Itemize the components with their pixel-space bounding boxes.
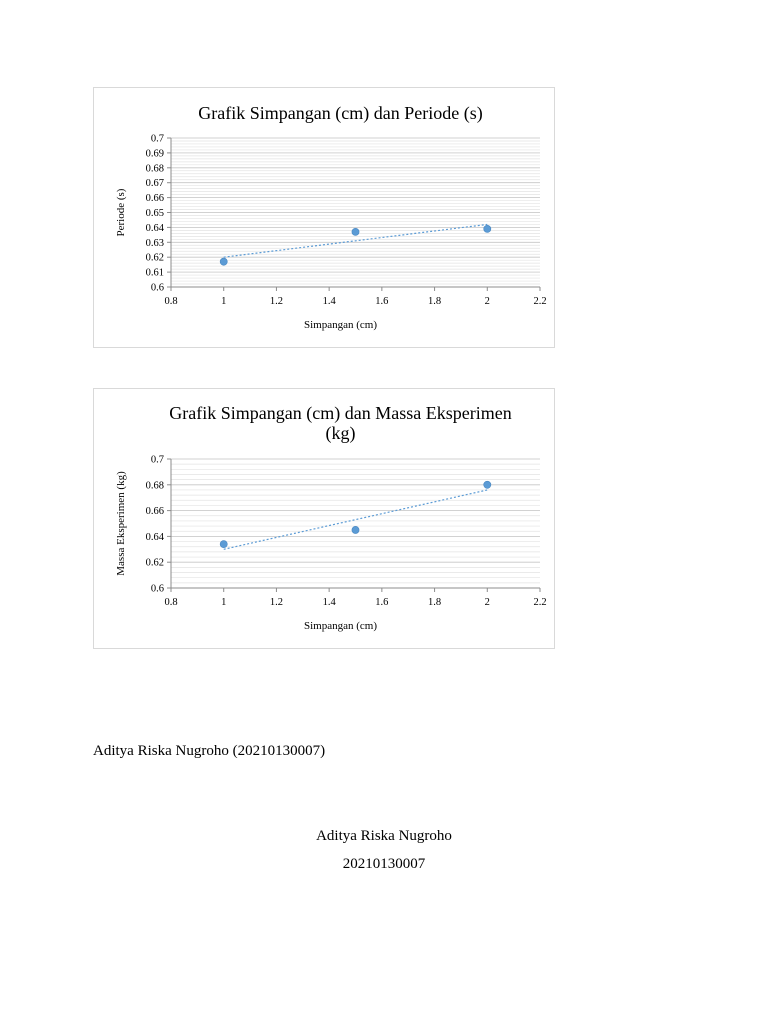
- chart-periode-svg: [94, 88, 556, 349]
- signature-id: 20210130007: [342, 856, 426, 872]
- chart-massa-svg: [94, 389, 556, 650]
- y-tick-label: 0.61: [145, 267, 164, 279]
- x-tick-label: 1.8: [428, 597, 442, 608]
- x-tick-label: 1.6: [375, 597, 389, 608]
- data-point: [352, 526, 359, 533]
- x-tick-label: 1.8: [428, 296, 442, 307]
- data-point: [484, 225, 491, 232]
- y-tick-label: 0.63: [145, 237, 164, 249]
- data-point: [220, 258, 227, 265]
- y-tick-label: 0.68: [145, 480, 164, 492]
- x-tick-label: 1.6: [375, 296, 389, 307]
- gridlines: [171, 459, 540, 588]
- y-tick-label: 0.64: [145, 222, 164, 234]
- y-tick-label: 0.68: [145, 163, 164, 175]
- author-line: Aditya Riska Nugroho (20210130007): [93, 743, 326, 759]
- x-tick-label: 0.8: [164, 296, 178, 307]
- x-tick-label: 1.2: [269, 597, 283, 608]
- x-tick-label: 2.2: [533, 597, 547, 608]
- y-tick-label: 0.62: [145, 252, 164, 264]
- x-tick-label: 1: [221, 296, 227, 307]
- x-tick-label: 1.2: [269, 296, 283, 307]
- x-tick-label: 1.4: [322, 597, 336, 608]
- y-tick-label: 0.67: [145, 178, 164, 190]
- x-tick-label: 1: [221, 597, 227, 608]
- y-tick-label: 0.62: [145, 557, 164, 569]
- data-point: [220, 541, 227, 548]
- y-axis-label: Periode (s): [115, 188, 127, 237]
- data-point: [352, 228, 359, 235]
- y-tick-label: 0.7: [150, 133, 164, 145]
- y-axis-label: Massa Eksperimen (kg): [115, 471, 127, 576]
- x-tick-label: 2: [484, 597, 490, 608]
- x-axis-label: Simpangan (cm): [303, 319, 378, 331]
- x-tick-label: 1.4: [322, 296, 336, 307]
- y-tick-label: 0.66: [145, 506, 164, 518]
- x-tick-label: 0.8: [164, 597, 178, 608]
- x-axis-label: Simpangan (cm): [303, 620, 378, 632]
- gridlines: [171, 138, 540, 287]
- y-tick-label: 0.66: [145, 193, 164, 205]
- chart-massa: [93, 388, 555, 649]
- data-point: [484, 481, 491, 488]
- chart-title: (kg): [325, 423, 356, 443]
- chart-title: Grafik Simpangan (cm) dan Periode (s): [198, 103, 483, 123]
- trendline: [224, 490, 488, 549]
- y-tick-label: 0.7: [150, 454, 164, 466]
- signature-name: Aditya Riska Nugroho: [316, 828, 452, 844]
- y-tick-label: 0.65: [145, 208, 164, 219]
- chart-title: Grafik Simpangan (cm) dan Massa Eksperimen: [169, 403, 512, 423]
- y-tick-label: 0.6: [150, 282, 164, 294]
- chart-periode: [93, 87, 555, 348]
- y-tick-label: 0.6: [150, 583, 164, 595]
- y-tick-label: 0.64: [145, 531, 164, 543]
- y-tick-label: 0.69: [145, 148, 164, 160]
- x-tick-label: 2.2: [533, 296, 547, 307]
- x-tick-label: 2: [484, 296, 490, 307]
